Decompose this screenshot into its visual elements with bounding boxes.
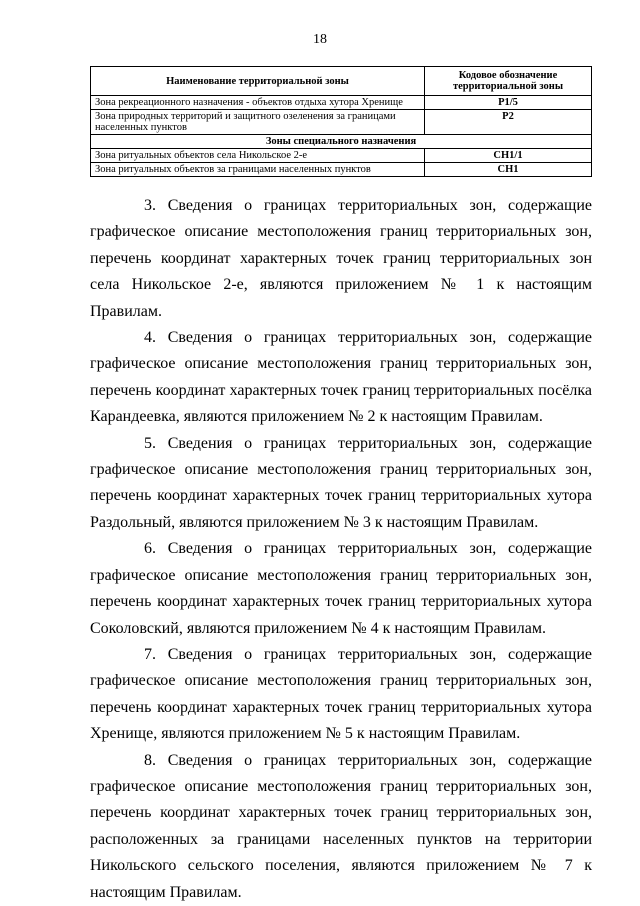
zone-name-cell: Зона ритуальных объектов села Никольское 2-е (91, 149, 425, 163)
paragraph-4: 4. Сведения о границах территориальных зон, содержащие графическое описание местоположения границ территориальных зон, перечень координат характерных точек границ территориальных посёлка Карандеевка, являются приложением № 2 к настоящим Правилам. (90, 329, 592, 426)
paragraph-8: 8. Сведения о границах территориальных зон, содержащие графическое описание местоположения границ территориальных зон, перечень координат характерных точек границ территориальных зон, расположенных за границами населенных пунктов на территории Никольского сельского поселения, являются приложением № 7 к настоящим Правилам. (90, 751, 592, 901)
zone-name-cell: Зона ритуальных объектов за границами населенных пунктов (91, 163, 425, 177)
paragraph-6: 6. Сведения о границах территориальных зон, содержащие графическое описание местоположения границ территориальных зон, перечень координат характерных точек границ территориальных хутора Соколовский, являются приложением № 4 к настоящим Правилам. (90, 540, 592, 637)
paragraph-5: 5. Сведения о границах территориальных зон, содержащие графическое описание местоположения границ территориальных зон, перечень координат характерных точек границ территориальных хутора Раздольный, являются приложением № 3 к настоящим Правилам. (90, 434, 592, 531)
table-row (91, 149, 592, 163)
zone-code-cell: Р2 (425, 110, 592, 135)
header-zone-name: Наименование территориальной зоны (91, 67, 425, 96)
table-header-row (91, 67, 592, 96)
header-zone-code: Кодовое обозначение территориальной зоны (425, 67, 592, 96)
page-number: 18 (313, 32, 327, 47)
table-row (91, 96, 592, 110)
table-row (91, 163, 592, 177)
table-row (91, 110, 592, 135)
zone-name-cell: Зона рекреационного назначения - объектов отдыха хутора Хренище (91, 96, 425, 110)
zone-code-cell: СН1 (425, 163, 592, 177)
paragraph-3: 3. Сведения о границах территориальных зон, содержащие графическое описание местоположения границ территориальных зон, перечень координат характерных точек границ территориальных зон села Никольское 2-е, являются приложением № 1 к настоящим Правилам. (90, 197, 592, 320)
section-heading-cell: Зоны специального назначения (91, 135, 592, 149)
zone-code-cell: Р1/5 (425, 96, 592, 110)
zone-code-cell: СН1/1 (425, 149, 592, 163)
paragraph-7: 7. Сведения о границах территориальных зон, содержащие графическое описание местоположения границ территориальных зон, перечень координат характерных точек границ территориальных хутора Хренище, являются приложением № 5 к настоящим Правилам. (90, 645, 592, 743)
table-section-row (91, 135, 592, 149)
territorial-zones-table (90, 66, 592, 177)
zone-name-cell: Зона природных территорий и защитного озеленения за границами населенных пунктов (91, 110, 425, 135)
body-text (90, 193, 592, 906)
